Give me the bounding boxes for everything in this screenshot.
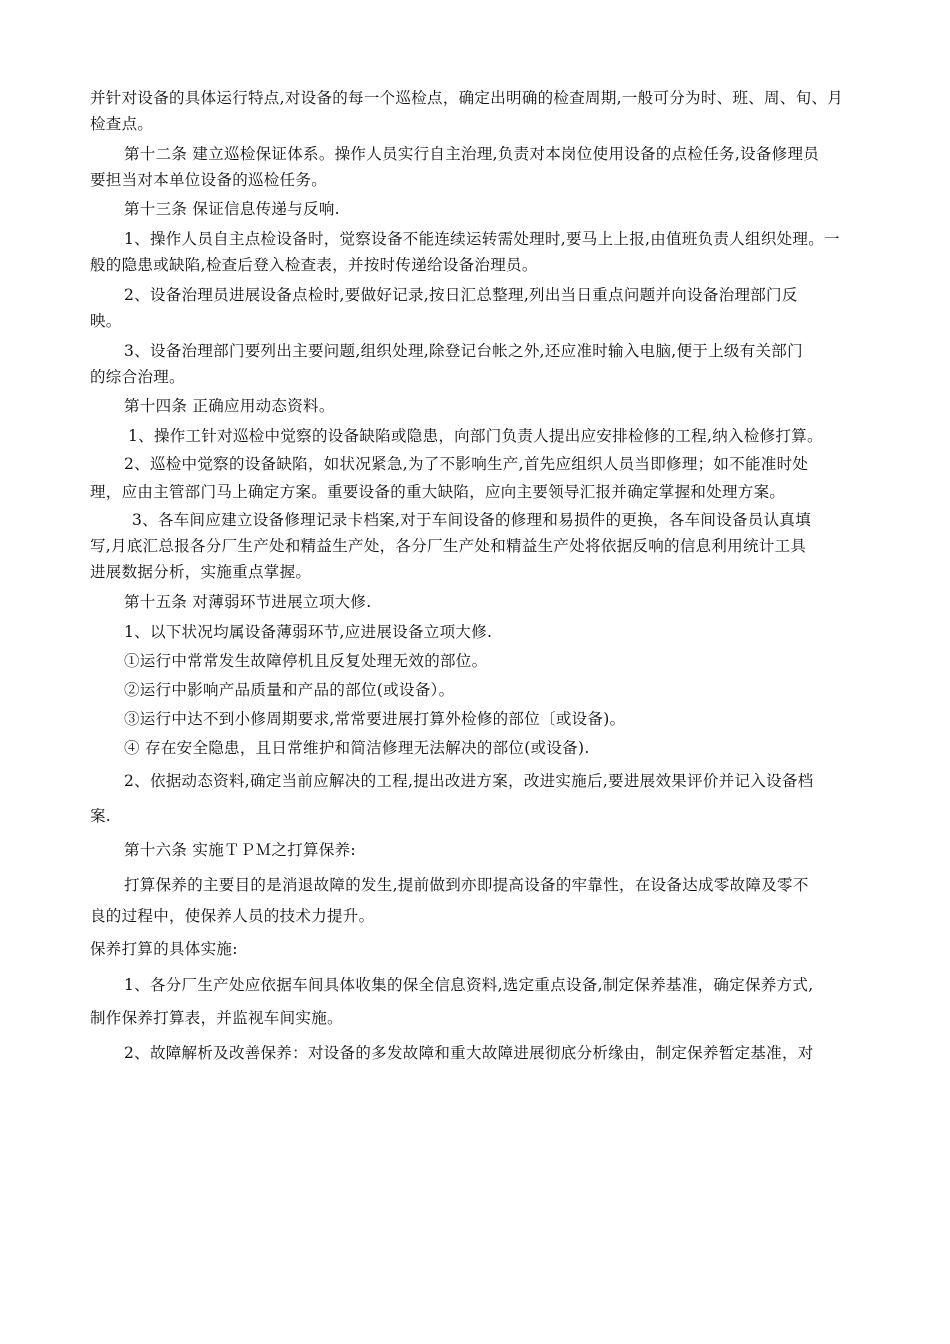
text-line: 要担当对本单位设备的巡检任务。 xyxy=(90,171,328,189)
text-line: 制作保养打算表，并监视车间实施。 xyxy=(90,1009,343,1027)
section-heading: 保养打算的具体实施: xyxy=(90,940,238,958)
text-line: 并针对设备的具体运行特点,对设备的每一个巡检点，确定出明确的检查周期,一般可分为时、班、周、旬、月 xyxy=(90,89,844,107)
text-line: 3、各车间应建立设备修理记录卡档案,对于车间设备的修理和易损件的更换，各车间设备员认真填 xyxy=(132,511,811,529)
text-line: 写,月底汇总报各分厂生产处和精益生产处，各分厂生产处和精益生产处将依据反响的信息利用统计工具 xyxy=(90,537,807,555)
text-line: 2、设备治理员进展设备点检时,要做好记录,按日汇总整理,列出当日重点问题并向设备治理部门反 xyxy=(124,286,798,304)
list-item: ③运行中达不到小修周期要求,常常要进展打算外检修的部位〔或设备)。 xyxy=(124,710,626,728)
text-line: 进展数据分析，实施重点掌握。 xyxy=(90,563,312,581)
list-item: ④ 存在安全隐患，且日常维护和简洁修理无法解决的部位(或设备). xyxy=(124,739,590,757)
text-line: 案. xyxy=(90,807,112,825)
article-14-heading: 第十四条 正确应用动态资料。 xyxy=(124,397,335,415)
text-line: 检查点。 xyxy=(90,115,154,133)
text-line: 的综合治理。 xyxy=(90,368,185,386)
text-line: 良的过程中，使保养人员的技术力提升。 xyxy=(90,907,375,925)
text-line: 2、巡检中觉察的设备缺陷，如状况紧急,为了不影响生产,首先应组织人员当即修理；如不能准时处 xyxy=(124,455,809,473)
text-line: 2、故障解析及改善保养：对设备的多发故障和重大故障进展彻底分析缘由，制定保养暂定基准，对 xyxy=(124,1044,814,1062)
text-line: 打算保养的主要目的是消退故障的发生,提前做到亦即提高设备的牢靠性，在设备达成零故障及零不 xyxy=(124,876,809,894)
text-line: 1、操作工针对巡检中觉察的设备缺陷或隐患，向部门负责人提出应安排检修的工程,纳入检修打算。 xyxy=(128,427,823,445)
article-16-heading: 第十六条 实施ＴＰＭ之打算保养: xyxy=(124,841,356,859)
text-line: 1、操作人员自主点检设备时，觉察设备不能连续运转需处理时,要马上上报,由值班负责人组织处理。一 xyxy=(124,230,840,248)
text-line: 1、各分厂生产处应依据车间具体收集的保全信息资料,选定重点设备,制定保养基准，确定保养方式, xyxy=(124,976,814,994)
article-13-heading: 第十三条 保证信息传递与反响. xyxy=(124,200,340,218)
text-line: 映。 xyxy=(90,312,122,330)
text-line: 般的隐患或缺陷,检查后登入检查表，并按时传递给设备治理员。 xyxy=(90,256,538,274)
list-item: ①运行中常常发生故障停机且反复处理无效的部位。 xyxy=(124,652,488,670)
text-line: 1、以下状况均属设备薄弱环节,应进展设备立项大修. xyxy=(124,623,493,641)
text-line: 理，应由主管部门马上确定方案。重要设备的重大缺陷，应向主要领导汇报并确定掌握和处理方案。 xyxy=(90,483,786,501)
text-line: 2、依据动态资料,确定当前应解决的工程,提出改进方案，改进实施后,要进展效果评价并记入设备档 xyxy=(124,772,814,790)
article-15-heading: 第十五条 对薄弱环节进展立项大修. xyxy=(124,593,372,611)
list-item: ②运行中影响产品质量和产品的部位(或设备）。 xyxy=(124,681,455,699)
article-12-heading: 第十二条 建立巡检保证体系。操作人员实行自主治理,负责对本岗位使用设备的点检任务,设备修理员 xyxy=(124,145,820,163)
text-line: 3、设备治理部门要列出主要问题,组织处理,除登记台帐之外,还应准时输入电脑,便于上级有关部门 xyxy=(124,342,803,360)
